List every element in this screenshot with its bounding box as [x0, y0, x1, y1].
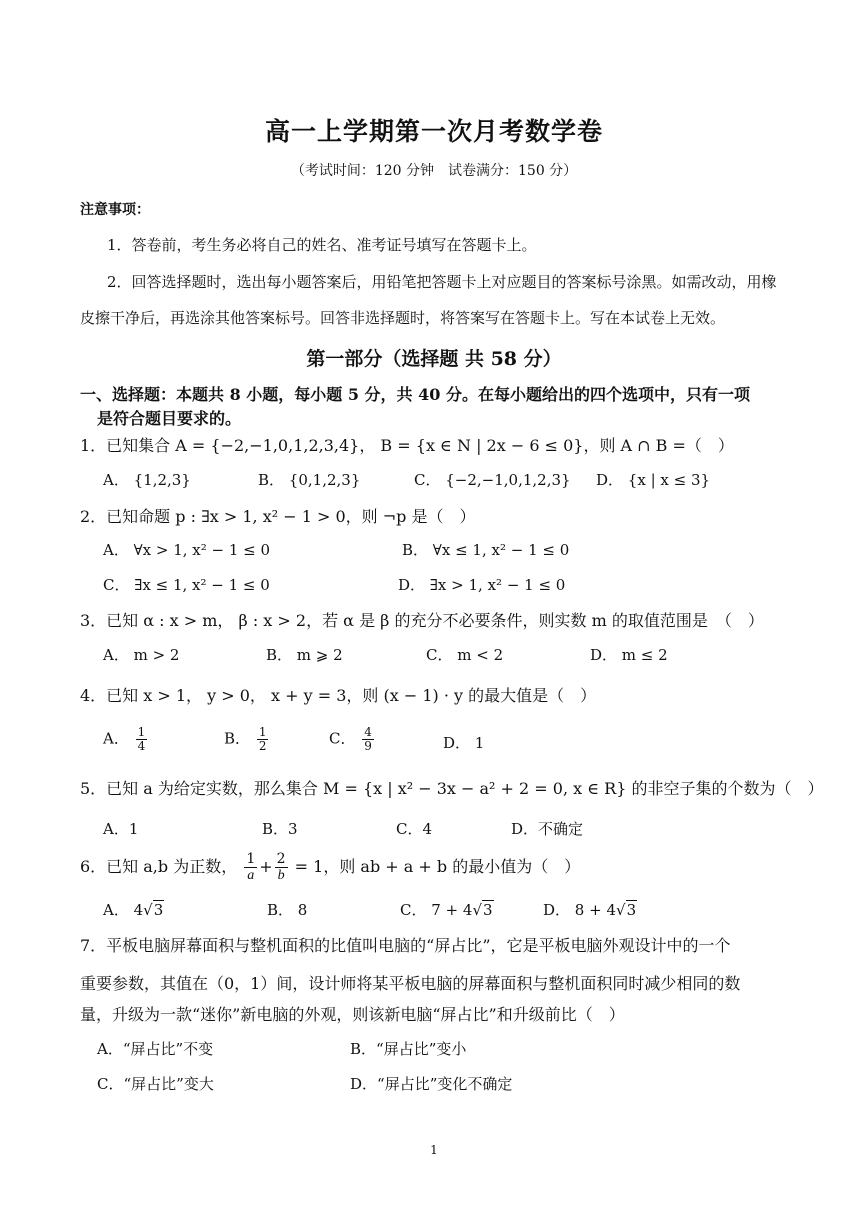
question-5-option-b: B．3: [262, 820, 298, 838]
question-1-option-c: C． {−2,−1,0,1,2,3}: [414, 471, 571, 489]
question-5-option-a: A．1: [103, 820, 139, 838]
fraction: [257, 726, 269, 753]
notice-item-2-line-2: 皮擦干净后，再选涂其他答案标号。回答非选择题时，将答案写在答题卡上。写在本试卷上无效。: [80, 309, 726, 327]
question-2-stem: 2．已知命题 p : ∃x > 1, x² − 1 > 0，则 ¬p 是（ ）: [80, 507, 476, 526]
question-6-stem-end: = 1，则 ab + a + b 的最小值为（ ）: [294, 857, 581, 876]
question-4-stem: 4．已知 x > 1， y > 0， x + y = 3，则 (x − 1) · y 的最大值是（ ）: [80, 686, 597, 705]
question-7-stem-line-2: 重要参数，其值在（0，1）间，设计师将某平板电脑的屏幕面积与整机面积同时减少相同的数: [80, 974, 741, 993]
notice-heading: 注意事项：: [80, 202, 150, 218]
question-1-stem: 1．已知集合 A = {−2,−1,0,1,2,3,4}， B = {x ∈ N | 2x − 6 ≤ 0}，则 A ∩ B =（ ）: [80, 436, 734, 455]
question-1-option-a: A． {1,2,3}: [103, 471, 191, 489]
question-6-option-b: B． 8: [267, 901, 308, 919]
option-label: A． 4: [103, 901, 144, 919]
denominator: 9: [364, 739, 372, 753]
question-4-option-b: [224, 726, 270, 753]
numerator: 1: [258, 725, 267, 739]
option-label: D． 8 + 4: [543, 901, 616, 919]
question-7-option-b: B．“屏占比”变小: [350, 1040, 467, 1058]
radicand: 3: [483, 901, 493, 919]
question-3-option-c: C． m < 2: [426, 646, 504, 664]
question-7-stem-line-1: 7．平板电脑屏幕面积与整机面积的比值叫电脑的“屏占比”，它是平板电脑外观设计中的一个: [80, 936, 731, 955]
notice-item-2-line-1: 2．回答选择题时，选出每小题答案后，用铅笔把答题卡上对应题目的答案标号涂黑。如需改动，用橡: [107, 273, 777, 291]
question-2-option-d: D． ∃x > 1, x² − 1 ≤ 0: [398, 576, 566, 594]
section-instruction-line-1: 一、选择题：本题共 8 小题，每小题 5 分，共 40 分。在每小题给出的四个选项中，只有一项: [80, 385, 750, 404]
question-4-option-a: [103, 726, 149, 753]
exam-info: （考试时间：120 分钟 试卷满分：150 分）: [290, 163, 578, 179]
numerator: 1: [246, 851, 256, 867]
question-4-option-d: D． 1: [443, 734, 485, 752]
option-label: A．: [103, 729, 129, 748]
question-2-option-c: C． ∃x ≤ 1, x² − 1 ≤ 0: [103, 576, 270, 594]
question-6-stem-start: 6．已知 a,b 为正数，: [80, 857, 238, 876]
fraction: [275, 852, 288, 883]
question-3-option-b: B． m ⩾ 2: [266, 646, 343, 664]
notice-item-1: 1．答卷前，考生务必将自己的姓名、准考证号填写在答题卡上。: [107, 236, 537, 254]
question-1-option-b: B． {0,1,2,3}: [258, 471, 361, 489]
fraction: [244, 852, 257, 883]
denominator: 4: [137, 739, 146, 753]
numerator: 1: [137, 725, 146, 739]
question-3-stem: 3．已知 α : x > m， β : x > 2，若 α 是 β 的充分不必要条件，则实数 m 的取值范围是 （ ）: [80, 611, 764, 630]
question-6-option-a: A． 4√3: [103, 901, 164, 919]
question-7-option-c: C．“屏占比”变大: [97, 1075, 214, 1093]
question-3-option-a: A． m > 2: [103, 646, 180, 664]
question-2-option-b: B． ∀x ≤ 1, x² − 1 ≤ 0: [402, 541, 570, 559]
fraction: [136, 726, 148, 753]
denominator: 2: [258, 739, 267, 753]
denominator: b: [277, 868, 285, 883]
question-2-option-a: A． ∀x > 1, x² − 1 ≤ 0: [103, 541, 271, 559]
section-heading: 第一部分（选择题 共 58 分）: [306, 348, 562, 370]
question-6-stem: 6．已知 a,b 为正数， $\frac{1}{a}$ + $\frac{2}{b}$ = 1，则 ab + a + b 的最小值为（ ）: [80, 851, 581, 883]
section-instruction-line-2: 是符合题目要求的。: [97, 409, 242, 428]
question-4-option-c: [329, 726, 376, 753]
denominator: a: [247, 868, 255, 883]
question-5-stem: 5．已知 a 为给定实数，那么集合 M = {x | x² − 3x − a² + 2 = 0, x ∈ R} 的非空子集的个数为（ ）: [80, 779, 824, 798]
question-1-option-d: D． {x | x ≤ 3}: [596, 471, 711, 489]
numerator: 4: [364, 725, 372, 739]
page-title: 高一上学期第一次月考数学卷: [264, 117, 603, 146]
question-5-option-c: C．4: [396, 820, 433, 838]
numerator: 2: [276, 851, 286, 867]
page-number: 1: [430, 1143, 438, 1157]
fraction: [362, 726, 374, 753]
option-label: C．: [329, 729, 356, 748]
radicand: 3: [626, 901, 637, 919]
option-label: B．: [224, 729, 251, 748]
question-3-option-d: D． m ≤ 2: [590, 646, 668, 664]
option-label: C． 7 + 4: [400, 901, 473, 919]
question-6-option-c: C． 7 + 4√3: [400, 901, 493, 919]
question-7-option-d: D．“屏占比”变化不确定: [350, 1075, 513, 1093]
question-7-stem-line-3: 量，升级为一款“迷你”新电脑的外观，则该新电脑“屏占比”和升级前比（ ）: [80, 1005, 625, 1024]
question-5-option-d: D．不确定: [511, 820, 584, 838]
radicand: 3: [153, 901, 164, 919]
question-7-option-a: A．“屏占比”不变: [97, 1040, 214, 1058]
question-6-option-d: D． 8 + 4√3: [543, 901, 637, 919]
